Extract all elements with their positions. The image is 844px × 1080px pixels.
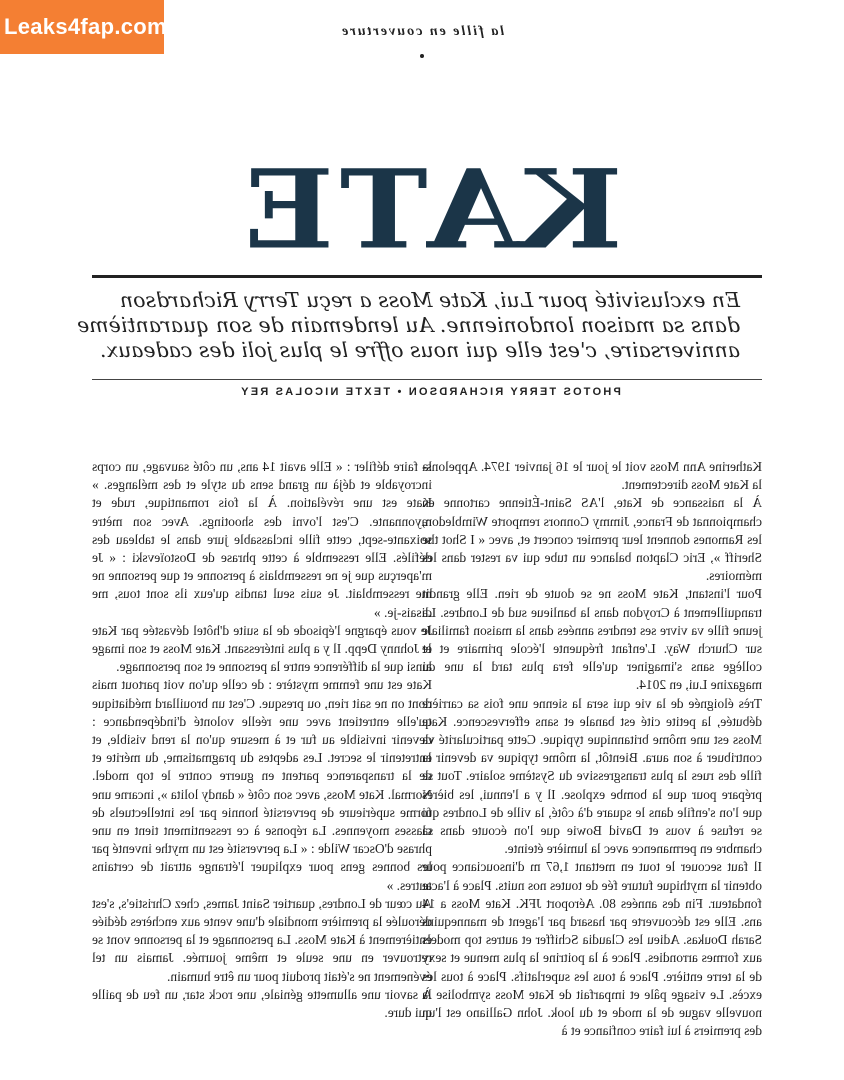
article-paragraph: Très éloignée de la vie qui sera la sienne une fois sa carrière débutée, la petite cité est banale et sans effervescence. Kate Moss est une môme britannique typique. Cette particularité va contribuer à son aura. Bientôt, la môme typique va devenir la fille des rues la plus transgressive du Système solaire. Tout se prépare pour que la bombe explose. Il y a l'ennui, les bières que l'on s'enfile dans le square d'à côté, la ville de Londres qui se refuse à vous et David Bowie que l'on écoute dans sa chambre en permanence avec la lumière éteinte. [422,695,762,857]
rubric-text: la fille en couverture [340,24,505,39]
title-word [170,145,690,274]
rubric-dot [420,54,424,58]
article-column-2 [92,458,432,1022]
article-paragraph: Katherine Ann Moss voit le jour le 16 janvier 1974. Appelons-la Kate Moss directement. [422,459,762,493]
byline-credits [200,386,660,398]
article-paragraph: la faire défiler : « Elle avait 14 ans, un côté sauvage, un corps incroyable et déjà un grand sens du style et des mélanges. » Kate est une révélation. À la fois romantique, rude et rayonnante. C'est l'ovni des shootings. Avec son mètre soixante-sept, cette fille inclassable jure dans le tableau des défilés. Elle ressemble à cette phrase de Dostoïevski : « Je m'aperçus que je ne ressemblais à personne et que personne ne me ressemblait. Je suis seul tandis qu'eux ils sont tous, me disais-je. » [92,459,432,620]
article-paragraph: Au cœur de Londres, quartier Saint James, chez Christie's, s'est déroulée la première mondiale d'une vente aux enchères dédiée entièrement à Kate Moss. La personnage et la personne vont se retrouver en une seule et même journée. Jamais un tel événement ne s'était produit pour un être humain. [92,895,432,984]
article-column-1 [422,458,762,1041]
credits-divider [92,379,762,380]
lede-line: anniversaire, c'est elle qui nous offre le plus joli des cadeaux. [99,338,740,362]
article-paragraph: À la naissance de Kate, l'AS Saint-Étienne cartonne en championnat de France, Jimmy Connors remporte Wimbledon, les Ramones donnent leur premier concert et, avec « I Shot the Sheriff », Eric Clapton balance un tube qui va rester dans les mémoires. [422,495,762,584]
article-paragraph: Je vous épargne l'épisode de la suite d'hôtel dévastée par Kate et Johnny Depp. Il y a plus intéressant. Kate Moss et son image ainsi que la différence entre la personne et son personnage. [92,622,432,675]
article-paragraph: À savoir une allumette géniale, une rock star, un feu de paille qui dure. [92,986,432,1021]
lede-line: dans sa maison londonienne. Au lendemain de son quarantième [77,313,740,337]
title-text: KATE [237,145,623,274]
article-paragraph: Il faut secouer le tout en mettant 1,67 m d'insouciance pour obtenir la mythique future fée de toutes nos nuits. Place à l'acte fondateur. Fin des années 80. Aéroport JFK. Kate Moss a 14 ans. Elle est découverte par hasard par l'agent de mannequins Sarah Doukas. Adieu les Claudia Schiffer et autres top models aux formes arrondies. Place à la poitrine la plus menue et sexy de la terre entière. Place à tous les superlatifs. Place à tous les excès. Le visage pâle et imparfait de Kate Moss symbolise la nouvelle vague de la mode et du look. John Galliano est l'un des premiers à lui faire confiance et à [422,859,762,1039]
article-paragraph: Kate est une femme mystère : de celle qu'on voit partout mais dont on ne sait rien, ou presque. C'est un brouillard médiatique qu'elle entretient avec une réelle volonté d'indépendance : devenir invisible au fur et à mesure qu'on la rend visible, et entretenir le secret. Les adeptes du pragmatisme, du mérite et de la transparence partent en guerre contre le top model. Normal. Kate Moss, avec son côté « dandy lolita », incarne une forme supérieure de perversité honnie par les intellectuels de classes moyennes. La réponse à ce ressentiment tient en une phrase d'Oscar Wilde : « La perversité est un mythe inventé par les bonnes gens pour expliquer l'étrange attrait de certains autres. » [92,677,432,893]
watermark-logo: Leaks4fap.com [0,0,164,54]
lede-line: En exclusivité pour Lui, Kate Moss a reçu Terry Richardson [119,288,740,312]
article-paragraph: Pour l'instant, Kate Moss ne se doute de rien. Elle grandit tranquillement à Croydon dans la banlieue sud de Londres. La jeune fille va vivre ses tendres années dans la maison familiale sur Church Way. L'enfant fréquente l'école primaire et le collège sans s'imaginer qu'elle fera plus tard la une du magazine Lui, en 2014. [422,586,762,693]
top-divider [92,275,762,278]
article-title [170,145,690,274]
lede-paragraph [77,288,740,363]
section-rubric [250,24,595,40]
credits-text: PHOTOS TERRY RICHARDSON • TEXTE NICOLAS REY [239,386,621,398]
